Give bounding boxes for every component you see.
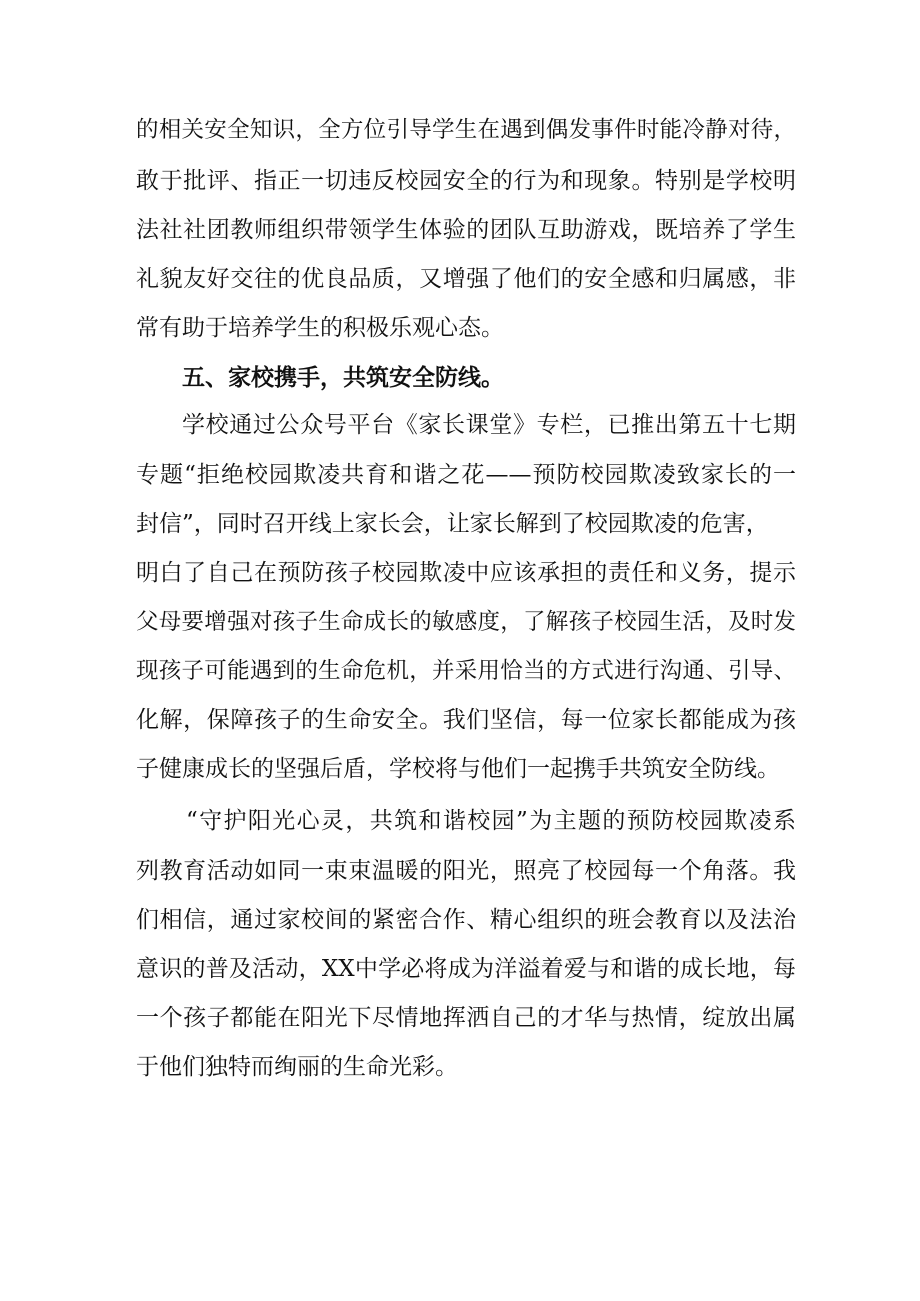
paragraph-3-line-2: 列教育活动如同一束束温暖的阳光，照亮了校园每一个角落。我 <box>136 858 796 884</box>
paragraph-2-line-6: 现孩子可能遇到的生命危机，并采用恰当的方式进行沟通、引导、 <box>136 658 796 684</box>
paragraph-3-line-1: “守护阳光心灵，共筑和谐校园”为主题的预防校园欺凌系 <box>186 808 796 834</box>
paragraph-3-line-5: 一个孩子都能在阳光下尽情地挥洒自己的才华与热情，绽放出属 <box>136 1005 796 1031</box>
paragraph-2-line-4: 明白了自己在预防孩子校园欺凌中应该承担的责任和义务，提示 <box>136 560 796 586</box>
paragraph-1-line-1: 的相关安全知识，全方位引导学生在遇到偶发事件时能冷静对待， <box>136 117 796 143</box>
paragraph-1-line-3: 法社社团教师组织带领学生体验的团队互助游戏，既培养了学生 <box>136 217 796 243</box>
paragraph-3-line-4: 意识的普及活动，XX中学必将成为洋溢着爱与和谐的成长地，每 <box>136 956 796 982</box>
paragraph-1-line-4: 礼貌友好交往的优良品质，又增强了他们的安全感和归属感，非 <box>136 266 796 292</box>
paragraph-2-line-1: 学校通过公众号平台《家长课堂》专栏，已推出第五十七期 <box>182 412 796 438</box>
paragraph-2-line-3: 封信”，同时召开线上家长会，让家长解到了校园欺凌的危害， <box>136 511 769 537</box>
paragraph-2-line-8: 子健康成长的坚强后盾，学校将与他们一起携手共筑安全防线。 <box>136 756 780 782</box>
paragraph-3-line-6: 于他们独特而绚丽的生命光彩。 <box>136 1054 458 1080</box>
paragraph-2-line-7: 化解，保障孩子的生命安全。我们坚信，每一位家长都能成为孩 <box>136 707 796 733</box>
paragraph-1-line-5: 常有助于培养学生的积极乐观心态。 <box>136 315 504 341</box>
paragraph-2-line-5: 父母要增强对孩子生命成长的敏感度，了解孩子校园生活，及时发 <box>136 609 796 635</box>
paragraph-2-line-2: 专题“拒绝校园欺凌共育和谐之花——预防校园欺凌致家长的一 <box>136 462 796 488</box>
paragraph-3-line-3: 们相信，通过家校间的紧密合作、精心组织的班会教育以及法治 <box>136 907 796 933</box>
paragraph-1-line-2: 敢于批评、指正一切违反校园安全的行为和现象。特别是学校明 <box>136 168 796 194</box>
section-heading: 五、家校携手，共筑安全防线。 <box>182 365 504 391</box>
